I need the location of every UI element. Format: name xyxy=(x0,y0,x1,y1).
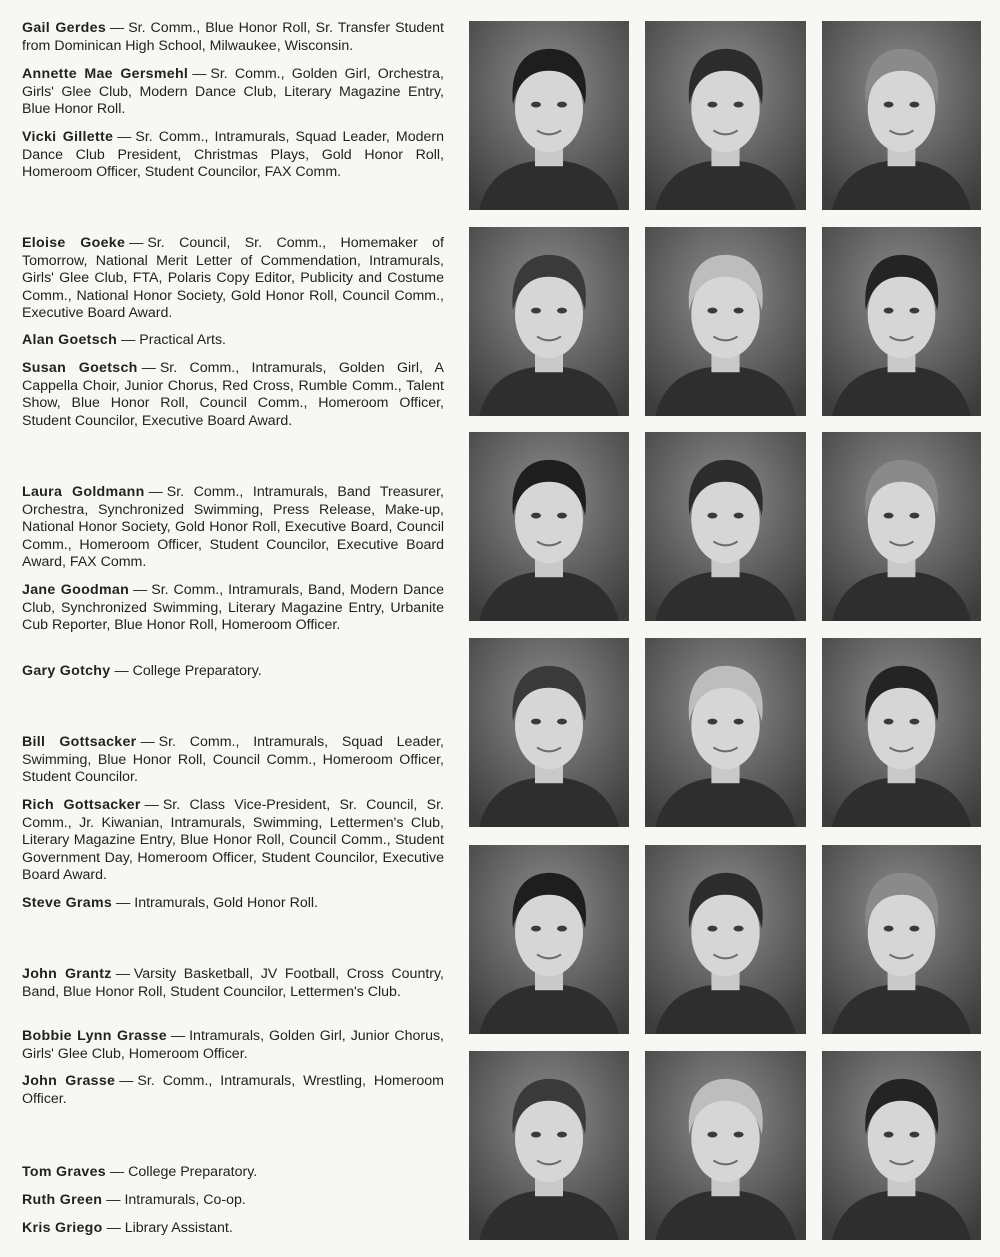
student-name: Susan Goetsch xyxy=(22,360,138,376)
portrait-photo xyxy=(469,227,629,416)
separator: — xyxy=(121,332,136,348)
separator: — xyxy=(106,1192,121,1208)
student-activities: Sr. Comm., Intramurals, Squad Leader, Modern Dance Club President, Christmas Plays, Gold Honor Roll, Homeroom Officer, Student Councilor, FAX Comm. xyxy=(22,129,445,181)
student-name: Bobbie Lynn Grasse xyxy=(22,1028,167,1044)
student-name: Gail Gerdes xyxy=(22,20,107,36)
portrait-silhouette xyxy=(469,227,629,416)
separator: — xyxy=(133,582,148,598)
portrait-photo xyxy=(822,638,981,827)
portrait-photo xyxy=(645,227,806,416)
separator: — xyxy=(192,66,207,82)
portrait-photo xyxy=(822,227,981,416)
student-activities: College Preparatory. xyxy=(128,1164,258,1180)
portrait-silhouette xyxy=(469,432,629,621)
separator: — xyxy=(106,1220,121,1236)
portrait-photo xyxy=(469,1051,629,1240)
portrait-photo xyxy=(645,432,806,621)
student-name: Ruth Green xyxy=(22,1192,103,1208)
student-activities: Sr. Class Vice-President, Sr. Council, Sr. Comm., Jr. Kiwanian, Intramurals, Swimming, Lettermen's Club, Literary Magazine Entry, Blue Honor Roll, Council Comm., Student Government Day, Homeroom Officer, Student Councilor, Executive Board Award. xyxy=(22,797,444,884)
entry-bill-gottsacker xyxy=(22,734,444,787)
portrait-silhouette xyxy=(645,21,806,210)
student-name: Alan Goetsch xyxy=(22,332,118,348)
portrait-photo xyxy=(645,1051,806,1240)
student-activities: Sr. Comm., Intramurals, Band Treasurer, Orchestra, Synchronized Swimming, Press Release, Make-up, National Honor Society, Gold Honor Roll, Executive Board, Council Comm., Homeroom Officer, Student Councilor, Executive Board Award, FAX Comm. xyxy=(22,484,444,571)
student-name: John Grasse xyxy=(22,1073,116,1089)
student-name: Kris Griego xyxy=(22,1220,103,1236)
student-activities: Sr. Comm., Blue Honor Roll, Sr. Transfer Student from Dominican High School, Milwaukee, Wisconsin. xyxy=(22,20,444,54)
student-activities: Sr. Comm., Intramurals, Golden Girl, A Cappella Choir, Junior Chorus, Red Cross, Rumble Comm., Talent Show, Blue Honor Roll, Council Comm., Homeroom Officer, Student Councilor, Executive Board Award. xyxy=(22,360,445,429)
separator: — xyxy=(140,734,155,750)
student-name: Steve Grams xyxy=(22,895,113,911)
entry-alan-goetsch xyxy=(22,332,444,350)
student-activities: Library Assistant. xyxy=(124,1220,233,1236)
portrait-silhouette xyxy=(469,1051,629,1240)
entry-ruth-green xyxy=(22,1192,444,1210)
portrait-photo xyxy=(469,638,629,827)
portrait-photo xyxy=(645,21,806,210)
entry-steve-grams xyxy=(22,895,444,913)
student-activities: College Preparatory. xyxy=(132,663,262,679)
student-name: Eloise Goeke xyxy=(22,235,126,251)
entry-jane-goodman xyxy=(22,582,444,635)
student-activities: Sr. Comm., Intramurals, Wrestling, Homeroom Officer. xyxy=(22,1073,444,1107)
entry-susan-goetsch xyxy=(22,360,444,430)
separator: — xyxy=(115,966,130,982)
portrait-silhouette xyxy=(645,227,806,416)
portrait-silhouette xyxy=(822,432,981,621)
portrait-silhouette xyxy=(645,638,806,827)
portrait-silhouette xyxy=(469,21,629,210)
portrait-photo xyxy=(469,432,629,621)
entry-bobbie-grasse xyxy=(22,1028,444,1063)
entry-annette-gersmehl xyxy=(22,66,444,119)
portrait-photo xyxy=(645,638,806,827)
entry-rich-gottsacker xyxy=(22,797,444,885)
student-name: Gary Gotchy xyxy=(22,663,111,679)
entry-john-grasse xyxy=(22,1073,444,1108)
student-name: Annette Mae Gersmehl xyxy=(22,66,189,82)
entry-john-grantz xyxy=(22,966,444,1001)
student-activities: Sr. Comm., Intramurals, Squad Leader, Swimming, Blue Honor Roll, Council Comm., Homeroom Officer, Student Councilor. xyxy=(22,734,444,786)
portrait-photo xyxy=(822,1051,981,1240)
portrait-photo xyxy=(469,21,629,210)
student-name: Tom Graves xyxy=(22,1164,106,1180)
separator: — xyxy=(119,1073,134,1089)
separator: — xyxy=(109,1164,125,1180)
portrait-silhouette xyxy=(645,1051,806,1240)
student-activities: Intramurals, Co-op. xyxy=(124,1192,246,1208)
portrait-silhouette xyxy=(822,638,981,827)
student-activities: Varsity Basketball, JV Football, Cross Country, Band, Blue Honor Roll, Student Councilor, Lettermen's Club. xyxy=(22,966,444,1000)
portrait-photo xyxy=(822,845,981,1034)
portrait-photo xyxy=(822,21,981,210)
entry-gary-gotchy xyxy=(22,663,444,681)
entry-kris-griego xyxy=(22,1220,444,1238)
separator: — xyxy=(114,663,129,679)
portrait-photo xyxy=(822,432,981,621)
portrait-photo xyxy=(645,845,806,1034)
separator: — xyxy=(144,797,159,813)
student-activities: Practical Arts. xyxy=(139,332,226,348)
separator: — xyxy=(110,20,125,36)
student-name: Bill Gottsacker xyxy=(22,734,137,750)
separator: — xyxy=(141,360,156,376)
student-activities: Intramurals, Golden Girl, Junior Chorus, Girls' Glee Club, Homeroom Officer. xyxy=(22,1028,444,1062)
entry-vicki-gillette xyxy=(22,129,444,182)
portrait-silhouette xyxy=(822,227,981,416)
entry-tom-graves xyxy=(22,1164,444,1182)
entry-laura-goldmann xyxy=(22,484,444,572)
portrait-silhouette xyxy=(469,638,629,827)
student-activities: Sr. Comm., Intramurals, Band, Modern Dance Club, Synchronized Swimming, Literary Magazine Entry, Urbanite Cub Reporter, Blue Honor Roll, Homeroom Officer. xyxy=(22,582,444,634)
portrait-silhouette xyxy=(469,845,629,1034)
student-name: Laura Goldmann xyxy=(22,484,145,500)
portrait-silhouette xyxy=(822,1051,981,1240)
student-name: Vicki Gillette xyxy=(22,129,114,145)
separator: — xyxy=(148,484,163,500)
portrait-silhouette xyxy=(822,21,981,210)
entry-gail-gerdes xyxy=(22,20,444,55)
portrait-silhouette xyxy=(645,845,806,1034)
student-activities: Sr. Comm., Golden Girl, Orchestra, Girls' Glee Club, Modern Dance Club, Literary Magazine Entry, Blue Honor Roll. xyxy=(22,66,444,118)
student-name: Jane Goodman xyxy=(22,582,130,598)
student-name: Rich Gottsacker xyxy=(22,797,141,813)
portrait-silhouette xyxy=(645,432,806,621)
portrait-silhouette xyxy=(822,845,981,1034)
separator: — xyxy=(170,1028,186,1044)
student-activities: Intramurals, Gold Honor Roll. xyxy=(134,895,318,911)
separator: — xyxy=(117,129,132,145)
entry-eloise-goeke xyxy=(22,235,444,323)
separator: — xyxy=(116,895,131,911)
separator: — xyxy=(129,235,144,251)
student-name: John Grantz xyxy=(22,966,112,982)
portrait-photo xyxy=(469,845,629,1034)
student-activities: Sr. Council, Sr. Comm., Homemaker of Tomorrow, National Merit Letter of Commendation, Intramurals, Girls' Glee Club, FTA, Polaris Copy Editor, Publicity and Costume Comm., National Honor Society, Gold Honor Roll, Council Comm., Executive Board Award. xyxy=(22,235,444,322)
